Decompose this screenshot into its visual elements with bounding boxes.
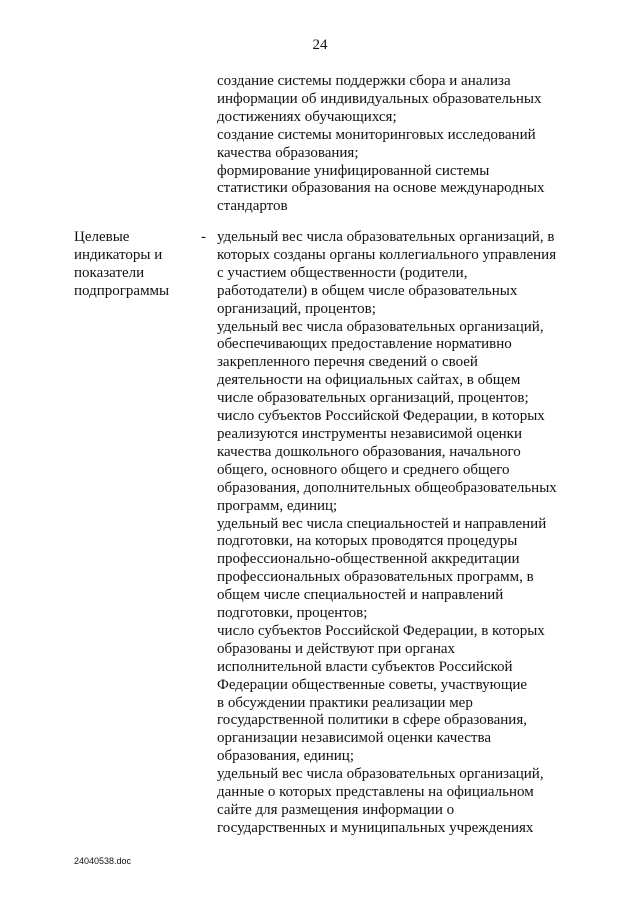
text-line: сайте для размещения информации о (217, 802, 455, 818)
text-line: удельный вес числа образовательных организаций, (217, 318, 544, 335)
text-line: Федерации общественные советы, участвующие (217, 676, 528, 693)
text-line: качества дошкольного образования, начального (217, 443, 521, 460)
top-text-block (217, 73, 577, 216)
text-line: профессиональных образовательных программ, в (217, 569, 534, 586)
text-line: создание системы поддержки сбора и анализа (217, 73, 511, 89)
text-line: создание системы мониторинговых исследований (217, 126, 536, 143)
text-line: профессионально-общественной аккредитации (217, 551, 520, 568)
text-line: формирование унифицированной системы (217, 162, 490, 179)
section-label (74, 229, 169, 301)
text-line: образованы и действуют при органах (217, 640, 456, 657)
text-line: реализуются инструменты независимой оценки (217, 425, 522, 442)
indicators-text-block (217, 229, 577, 838)
text-line: организаций, процентов; (217, 300, 376, 317)
text-line: статистики образования на основе международных (217, 180, 545, 197)
label-line: индикаторы и (74, 246, 163, 263)
text-line: программ, единиц; (217, 497, 338, 514)
text-line: деятельности на официальных сайтах, в общем (217, 372, 521, 389)
text-line: удельный вес числа специальностей и направлений (217, 515, 547, 532)
text-line: общем числе специальностей и направлений (217, 587, 504, 604)
dash-separator: - (201, 229, 206, 245)
text-line: с участием общественности (родители, (217, 264, 468, 281)
text-line: работодатели) в общем числе образовательных (217, 282, 518, 299)
text-line: подготовки, процентов; (217, 605, 368, 622)
text-line: в обсуждении практики реализации мер (217, 694, 473, 711)
text-line: числе образовательных организаций, процентов; (217, 390, 529, 407)
label-line: подпрограммы (74, 282, 170, 299)
text-line: закрепленного перечня сведений о своей (217, 354, 478, 371)
text-line: образования, единиц; (217, 748, 354, 765)
label-line: показатели (74, 264, 145, 281)
page-number: 24 (312, 37, 328, 53)
text-line: государственной политики в сфере образования, (217, 712, 527, 729)
text-line: организации независимой оценки качества (217, 730, 492, 747)
text-line: достижениях обучающихся; (217, 108, 397, 125)
text-line: исполнительной власти субъектов Российской (217, 658, 513, 675)
text-line: число субъектов Российской Федерации, в которых (217, 408, 545, 425)
text-line: общего, основного общего и среднего общего (217, 461, 510, 478)
text-line: обеспечивающих предоставление нормативно (217, 336, 512, 353)
text-line: удельный вес числа образовательных организаций, в (217, 229, 555, 245)
text-line: удельный вес числа образовательных организаций, (217, 766, 544, 783)
text-line: качества образования; (217, 144, 359, 161)
document-filename: 24040538.doc (74, 856, 132, 866)
text-line: стандартов (217, 198, 288, 215)
text-line: число субъектов Российской Федерации, в которых (217, 622, 545, 639)
text-line: подготовки, на которых проводятся процедуры (217, 533, 518, 550)
text-line: данные о которых представлены на официальном (217, 784, 534, 801)
text-line: которых созданы органы коллегиального управления (217, 246, 557, 263)
text-line: государственных и муниципальных учреждениях (217, 819, 534, 836)
text-line: информации об индивидуальных образовательных (217, 90, 542, 107)
label-line: Целевые (74, 229, 130, 245)
text-line: образования, дополнительных общеобразовательных (217, 479, 557, 496)
